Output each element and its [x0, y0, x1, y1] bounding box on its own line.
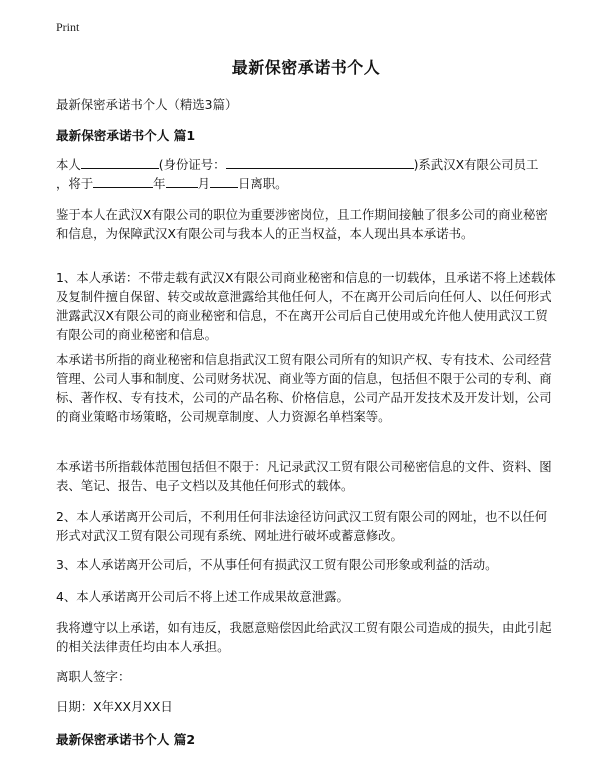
- signature-label: 离职人签字：: [56, 669, 131, 684]
- id-number-blank: [226, 155, 414, 169]
- date-line: 日期：X年XX月XX日: [56, 699, 173, 714]
- document-subtitle: 最新保密承诺书个人（精选3篇）: [56, 97, 238, 112]
- paragraph-commitment-3: 3、本人承诺离开公司后，不从事任何有损武汉工贸有限公司形象或利益的活动。: [56, 557, 498, 572]
- intro-text: (身份证号：: [158, 157, 226, 172]
- intro-text: )系武汉X有限公司员工: [413, 157, 539, 172]
- paragraph-secret-definition: 本承诺书所指的商业秘密和信息指武汉工贸有限公司所有的知识产权、专有技术、公司经营管理、公司人事和制度、公司财务状况、商业等方面的信息，包括但不限于公司的专利、商标、著作权、专有技术，公司的产品名称、价格信息，公司产品开发技术及开发计划，公司的商业策略市场策略，公司规章制度、人力资源名单档案等。: [56, 352, 552, 424]
- paragraph-commitment-2: 2、本人承诺离开公司后，不利用任何非法途径访问武汉工贸有限公司的网址，也不以任何形式对武汉工贸有限公司现有系统、网址进行破坏或蓄意修改。: [56, 509, 548, 543]
- section-2-heading: 最新保密承诺书个人 篇2: [56, 732, 196, 747]
- paragraph-commitment-4: 4、本人承诺离开公司后不将上述工作成果故意泄露。: [56, 589, 349, 604]
- paragraph-carrier-scope: 本承诺书所指载体范围包括但不限于：凡记录武汉工贸有限公司秘密信息的文件、资料、图表、笔记、报告、电子文档以及其他任何形式的载体。: [56, 459, 552, 493]
- paragraph-liability: 我将遵守以上承诺，如有违反，我愿意赔偿因此给武汉工贸有限公司造成的损失，由此引起的相关法律责任均由本人承担。: [56, 620, 552, 654]
- intro-text: 本人: [56, 157, 81, 172]
- paragraph-purpose: 鉴于本人在武汉X有限公司的职位为重要涉密岗位，且工作期间接触了很多公司的商业秘密和信息，为保障武汉X有限公司与我本人的正当权益，本人现出具本承诺书。: [56, 207, 548, 241]
- section-1-heading: 最新保密承诺书个人 篇1: [56, 128, 196, 143]
- year-blank: [93, 174, 153, 188]
- month-blank: [166, 174, 198, 188]
- day-blank: [210, 174, 238, 188]
- intro-paragraph: [56, 155, 556, 193]
- intro-text: 月: [197, 176, 210, 191]
- document-title: 最新保密承诺书个人: [231, 58, 381, 77]
- intro-text: 日离职。: [237, 176, 288, 191]
- intro-text: ，将于: [56, 176, 94, 191]
- print-link[interactable]: Print: [56, 20, 80, 34]
- name-blank: [81, 155, 159, 169]
- intro-text: 年: [153, 176, 166, 191]
- paragraph-commitment-1: 1、本人承诺：不带走载有武汉X有限公司商业秘密和信息的一切载体，且承诺不将上述载体及复制件擅自保留、转交或故意泄露给其他任何人，不在离开公司后向任何人、以任何形式泄露武汉X有限公司的商业秘密和信息，不在离开公司后自己使用或允许他人使用武汉工贸有限公司的商业秘密和信息。: [56, 270, 556, 342]
